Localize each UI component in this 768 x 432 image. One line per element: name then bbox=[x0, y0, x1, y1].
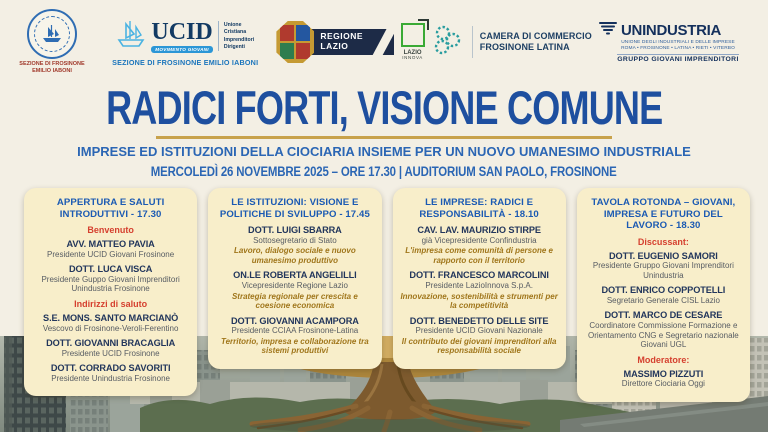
ucid-badge: MOVIMENTO GIOVANI bbox=[151, 46, 213, 53]
speaker-topic: Territorio, impresa e collaborazione tra sistemi produttivi bbox=[221, 336, 369, 356]
regione-lazio-line1: REGIONE bbox=[320, 31, 364, 42]
program-card-title: APPERTURA E SALUTI INTRODUTTIVI - 17.30 bbox=[56, 197, 165, 220]
divider bbox=[218, 21, 219, 51]
regione-lazio-emblem-icon bbox=[276, 21, 314, 63]
speaker-entry bbox=[584, 369, 743, 389]
speaker-entry bbox=[31, 363, 190, 383]
ucid-frosinone-caption-line2: EMILIO IABONI bbox=[32, 68, 72, 74]
program-columns bbox=[24, 188, 750, 402]
unindustria-sub2: ROMA • FROSINONE • LATINA • RIETI • VITERBO bbox=[621, 46, 735, 51]
speaker-name: MASSIMO PIZZUTI bbox=[623, 368, 704, 379]
unindustria-name: UNINDUSTRIA bbox=[621, 21, 722, 39]
speaker-role: Presidente UCID Frosinone bbox=[61, 348, 160, 358]
speaker-name: DOTT. BENEDETTO DELLE SITE bbox=[409, 315, 549, 326]
speaker-entry bbox=[31, 338, 190, 358]
program-card bbox=[393, 188, 566, 369]
speaker-name: DOTT. EUGENIO SAMORI bbox=[608, 250, 718, 261]
section-label: Moderatore: bbox=[637, 354, 690, 365]
ucid-side-line: Imprenditori bbox=[223, 36, 255, 43]
speaker-role: Segretario Generale CISL Lazio bbox=[606, 295, 720, 305]
speaker-topic: L'impresa come comunità di persone e rapporto con il territorio bbox=[405, 246, 553, 265]
speaker-topic: Lavoro, dialogo sociale e nuovo umanesimo produttivo bbox=[233, 246, 356, 265]
program-card-title: LE IMPRESE: RADICI E RESPONSABILITÀ - 18.10 bbox=[419, 197, 539, 220]
gold-underline bbox=[156, 136, 612, 139]
speaker-topic: Strategia regionale per crescita e coesione economica bbox=[231, 291, 358, 311]
camera-commercio-logo bbox=[431, 23, 592, 62]
speaker-role: Coordinatore Commissione Formazione e Orientamento CNG e Segretario nazionale Giovani UGL bbox=[588, 321, 739, 350]
speaker-role: Presidente Guppo Giovani Imprenditori Unindustria Frosinone bbox=[41, 274, 180, 294]
program-card-title: TAVOLA ROTONDA – GIOVANI, IMPRESA E FUTURO DEL LAVORO - 18.30 bbox=[591, 197, 736, 231]
regione-lazio-logo bbox=[276, 21, 394, 63]
speaker-name: DOTT. FRANCESCO MARCOLINI bbox=[409, 270, 549, 281]
speaker-entry bbox=[584, 285, 743, 305]
speaker-role: Presidente UCID Giovani Nazionale bbox=[415, 326, 543, 336]
divider bbox=[472, 26, 473, 58]
ucid-movimento-giovani-logo bbox=[100, 18, 270, 67]
event-subtitle: IMPRESE ED ISTITUZIONI DELLA CIOCIARIA INSIEME PER UN NUOVO UMANESIMO INDUSTRIALE bbox=[77, 144, 691, 159]
ucid-side-line: Dirigenti bbox=[223, 43, 245, 50]
lazio-innova-logo bbox=[401, 23, 425, 62]
speaker-name: DOTT. MARCO DE CESARE bbox=[604, 310, 723, 321]
speaker-role: Direttore Ciociaria Oggi bbox=[621, 379, 705, 389]
speaker-role: già Vicepresidente Confindustria bbox=[421, 235, 537, 245]
lazio-innova-line1: LAZIO bbox=[403, 49, 422, 56]
ucid-frosinone-logo bbox=[10, 9, 94, 75]
speaker-topic: Innovazione, sostenibilità e strumenti per la competitività bbox=[400, 291, 558, 311]
unindustria-group: GRUPPO GIOVANI IMPRENDITORI bbox=[617, 56, 739, 64]
speaker-entry bbox=[215, 225, 374, 265]
speaker-name: CAV. LAV. MAURIZIO STIRPE bbox=[417, 225, 541, 235]
speaker-role: Presidente Unindustria Frosinone bbox=[51, 373, 170, 383]
ucid-side-line: Unione bbox=[223, 22, 242, 29]
speaker-name: ON.LE ROBERTA ANGELILLI bbox=[233, 270, 357, 281]
page-title: RADICI FORTI, VISIONE COMUNE bbox=[105, 82, 663, 135]
speaker-name: DOTT. CORRADO SAVORITI bbox=[50, 363, 171, 374]
program-card-title: LE ISTITUZIONI: VISIONE E POLITICHE DI SVILUPPO - 17.45 bbox=[219, 197, 370, 220]
ucid-side-line: Cristiana bbox=[223, 29, 247, 36]
speaker-role: Vescovo di Frosinone-Veroli-Ferentino bbox=[42, 323, 179, 333]
camera-commercio-line1: CAMERA DI COMMERCIO bbox=[479, 30, 592, 41]
speaker-role: Vicepresidente Regione Lazio bbox=[241, 280, 348, 290]
speaker-entry bbox=[400, 316, 559, 356]
lazio-innova-square-icon bbox=[401, 23, 425, 47]
speaker-entry bbox=[400, 270, 559, 310]
speaker-entry bbox=[400, 225, 559, 265]
speaker-entry bbox=[31, 239, 190, 259]
regione-lazio-line2: LAZIO bbox=[320, 41, 349, 51]
speaker-entry bbox=[584, 310, 743, 349]
speaker-topic: Il contributo dei giovani imprenditori alla responsabilità sociale bbox=[401, 336, 557, 356]
speaker-role: Presidente LazioInnova S.p.A. bbox=[425, 280, 533, 290]
unindustria-sub1: UNIONE DEGLI INDUSTRIALI E DELLE IMPRESE bbox=[621, 39, 735, 45]
unindustria-logo bbox=[598, 21, 758, 64]
speaker-name: DOTT. ENRICO COPPOTELLI bbox=[601, 285, 726, 296]
program-card bbox=[24, 188, 197, 396]
ucid-acronym: UCID bbox=[151, 18, 213, 45]
unindustria-eagle-icon bbox=[598, 21, 618, 40]
speaker-name: DOTT. LUIGI SBARRA bbox=[248, 225, 342, 235]
ucid-ship-stamp-icon bbox=[27, 9, 77, 59]
speaker-role: Presidente CCIAA Frosinone-Latina bbox=[231, 326, 359, 336]
ucid-giovani-caption: SEZIONE DI FROSINONE EMILIO IABONI bbox=[112, 57, 259, 67]
speaker-name: DOTT. GIOVANNI BRACAGLIA bbox=[46, 338, 176, 349]
section-label: Benvenuto bbox=[87, 225, 134, 235]
ucid-ship-icon bbox=[116, 18, 146, 55]
speaker-role: Presidente UCID Giovani Frosinone bbox=[47, 249, 175, 259]
speaker-entry bbox=[215, 270, 374, 310]
speaker-role: Presidente Gruppo Giovani Imprenditori Unindustria bbox=[592, 261, 734, 280]
speaker-entry bbox=[584, 251, 743, 281]
speaker-entry bbox=[215, 316, 374, 356]
ucid-frosinone-caption-line1: SEZIONE DI FROSINONE bbox=[19, 61, 85, 68]
speaker-name: DOTT. GIOVANNI ACAMPORA bbox=[230, 315, 359, 326]
speaker-name: AVV. MATTEO PAVIA bbox=[66, 239, 155, 249]
speaker-name: DOTT. LUCA VISCA bbox=[68, 264, 153, 275]
speaker-role: Sottosegretario di Stato bbox=[253, 235, 337, 245]
event-date-location: MERCOLEDÌ 26 NOVEMBRE 2025 – ORE 17.30 | AUDITORIUM SAN PAOLO, FROSINONE bbox=[151, 163, 617, 180]
speaker-entry bbox=[31, 264, 190, 294]
program-card bbox=[577, 188, 750, 402]
speaker-entry bbox=[31, 313, 190, 333]
camera-commercio-rings-icon bbox=[431, 23, 465, 62]
partner-logos-row bbox=[10, 6, 758, 78]
section-label: Indirizzi di saluto bbox=[74, 298, 148, 309]
lazio-innova-line2: INNOVA bbox=[402, 55, 423, 61]
speaker-name: S.E. MONS. SANTO MARCIANÒ bbox=[43, 312, 179, 323]
camera-commercio-line2: FROSINONE LATINA bbox=[479, 42, 570, 52]
section-label: Discussant: bbox=[637, 236, 689, 247]
program-card bbox=[208, 188, 381, 369]
